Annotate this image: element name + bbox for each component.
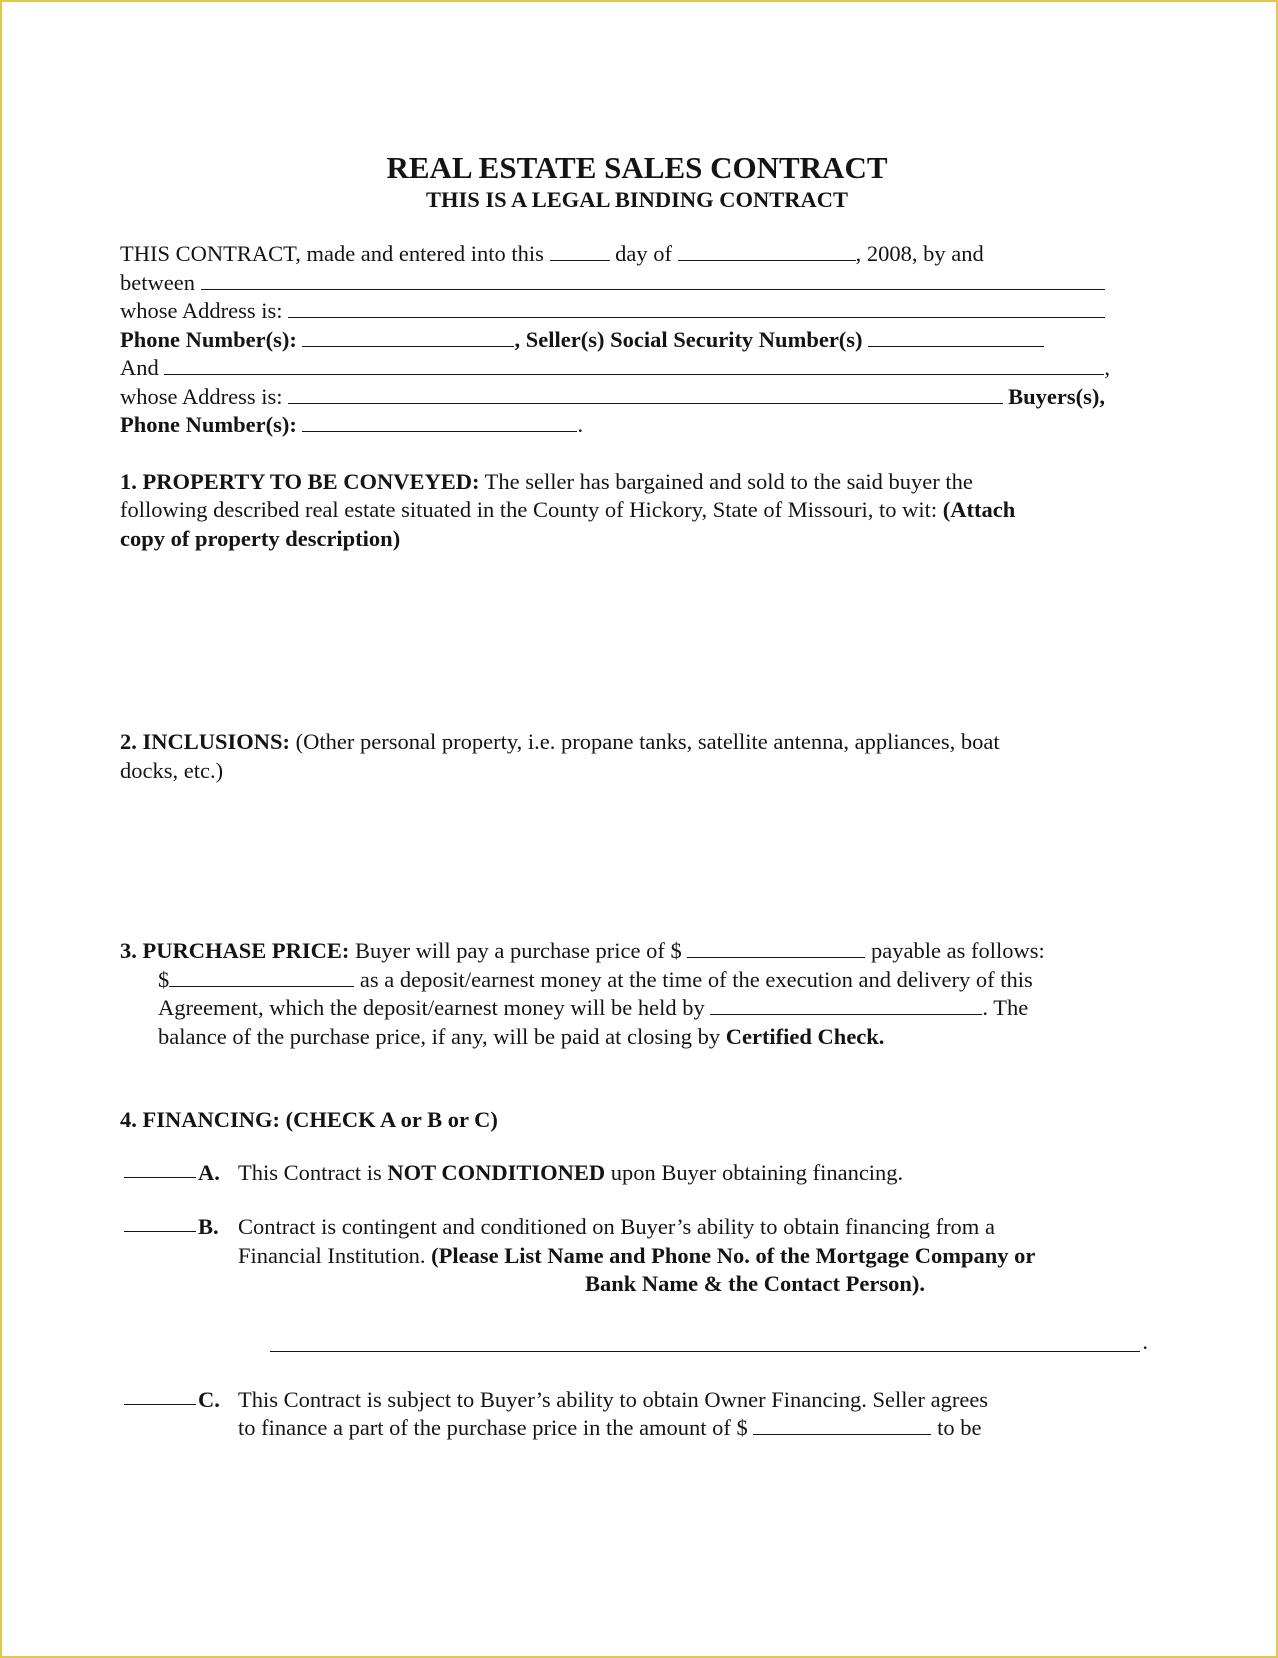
contract-document [120,150,1160,1443]
option-text: This Contract is subject to Buyer’s ability to obtain Owner Financing. Seller agrees [238,1386,989,1412]
option-text: upon Buyer obtaining financing. [605,1159,904,1185]
section-line [120,468,1160,497]
intro-line-6 [120,383,1105,412]
property-description-area[interactable] [120,553,1160,728]
section-property [120,468,1160,729]
document-subtitle: THIS IS A LEGAL BINDING CONTRACT [426,187,848,212]
intro-text: between [120,269,195,295]
intro-text: . [577,412,584,437]
section-line [120,966,1160,995]
option-bold-text: NOT CONDITIONED [387,1159,606,1185]
section-text: Buyer will pay a purchase price of $ [349,938,682,963]
intro-text: And [120,355,159,380]
option-text: . [1142,1329,1148,1354]
seller-address-blank[interactable] [288,299,1105,318]
section-text: following described real estate situated in the County of Hickory, State of Missouri, to wit: [120,497,938,522]
option-b-check-blank[interactable] [124,1213,196,1232]
option-label: A. [198,1159,220,1185]
buyer-name-blank[interactable] [164,356,1104,375]
lender-info-blank[interactable] [270,1327,1148,1354]
option-a-check-blank[interactable] [124,1159,196,1178]
option-line [238,1242,1160,1271]
buyers-label: Buyers(s), [1008,383,1105,409]
option-text: to finance a part of the purchase price in the amount of $ [238,1415,748,1440]
section-financing [120,1106,1160,1443]
option-line [238,1414,1160,1443]
section-purchase-price [120,937,1160,1051]
section-text: The seller has bargained and sold to the said buyer the [479,468,973,494]
section-text: balance of the purchase price, if any, will be paid at closing by [158,1023,721,1049]
section-text: $ [158,966,170,992]
financing-option-a [120,1159,1160,1188]
section-text: payable as follows: [865,938,1045,963]
section-bold-text: copy of property description) [120,525,401,551]
day-blank[interactable] [550,242,610,261]
seller-name-blank[interactable] [201,271,1105,290]
section-text: as a deposit/earnest money at the time of the execution and delivery of this [354,966,1033,992]
inclusions-area[interactable] [120,785,1160,937]
intro-line-7 [120,411,1160,440]
section-heading: 4. FINANCING: (CHECK A or B or C) [120,1107,498,1132]
section-heading: 2. INCLUSIONS: [120,729,291,754]
ssn-label: , Seller(s) Social Security Number(s) [514,326,863,352]
option-bold-text: Bank Name & the Contact Person). [585,1271,925,1296]
section-line [120,937,1160,966]
section-text: docks, etc.) [120,757,224,783]
intro-text: whose Address is: [120,298,283,323]
seller-phone-blank[interactable] [302,328,514,347]
phone-label: Phone Number(s): [120,412,297,437]
intro-text: whose Address is: [120,383,283,409]
intro-text: , [1104,355,1110,380]
financing-option-b [120,1213,1160,1299]
section-line [120,496,1160,525]
month-blank[interactable] [678,242,856,261]
intro-text: day of [615,241,672,266]
section-line [120,994,1160,1023]
document-title: REAL ESTATE SALES CONTRACT [386,150,888,185]
section-text: (Other personal property, i.e. propane tanks, satellite antenna, appliances, boat [290,729,1000,754]
intro-line-2 [120,269,1105,298]
financing-option-c [120,1386,1160,1443]
intro-line-1 [120,240,1160,269]
deposit-amount-blank[interactable] [169,968,354,987]
section-heading: 3. PURCHASE PRICE: [120,938,350,963]
option-text: Financial Institution. [238,1242,426,1268]
phone-label: Phone Number(s): [120,326,297,352]
option-line [238,1159,1160,1188]
intro-line-4 [120,326,1160,355]
intro-line-3 [120,297,1105,326]
owner-financing-amount-blank[interactable] [753,1416,931,1435]
section-inclusions [120,728,1160,937]
intro-line-5 [120,354,1110,383]
section-line [120,728,1160,757]
buyer-phone-blank[interactable] [302,413,577,432]
option-text: to be [931,1415,982,1440]
section-line [120,1023,1160,1052]
purchase-price-blank[interactable] [687,939,865,958]
option-label: B. [198,1214,219,1239]
seller-ssn-blank[interactable] [868,328,1044,347]
section-bold-text: (Attach [937,497,1016,522]
option-bold-text: (Please List Name and Phone No. of the Mortgage Company or [425,1242,1036,1268]
option-c-check-blank[interactable] [124,1386,196,1405]
intro-text: , 2008, by and [855,241,984,266]
option-text: Contract is contingent and conditioned on Buyer’s ability to obtain financing from a [238,1214,995,1239]
intro-block [120,240,1160,440]
buyer-address-blank[interactable] [288,385,1002,404]
section-heading: 1. PROPERTY TO BE CONVEYED: [120,468,480,494]
option-text: This Contract is [238,1159,388,1185]
section-text: Agreement, which the deposit/earnest money will be held by [158,995,705,1020]
section-bold-text: Certified Check. [720,1023,885,1049]
intro-text: THIS CONTRACT, made and entered into this [120,241,544,266]
option-label: C. [198,1386,220,1412]
deposit-holder-blank[interactable] [710,996,982,1015]
section-text: . The [982,995,1029,1020]
